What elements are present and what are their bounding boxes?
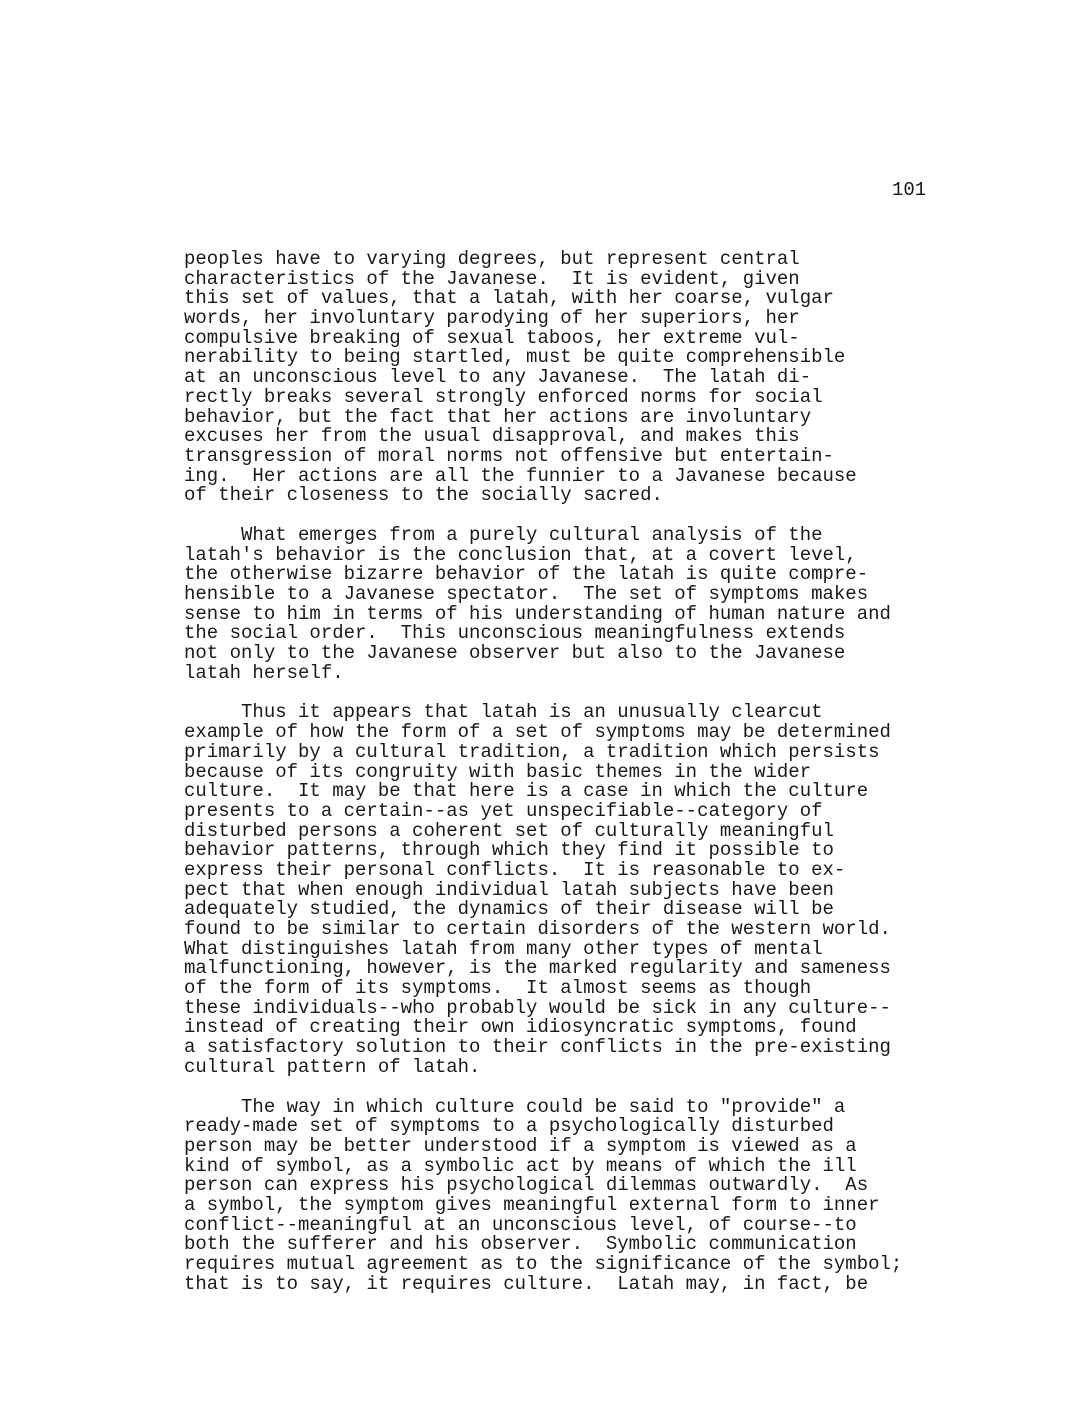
text-line: words, her involuntary parodying of her superiors, her: [184, 307, 800, 330]
text-line: person can express his psychological dilemmas outwardly. As: [184, 1174, 869, 1197]
text-line: adequately studied, the dynamics of their disease will be: [184, 898, 834, 921]
text-line: disturbed persons a coherent set of culturally meaningful: [184, 819, 834, 842]
text-line: behavior patterns, through which they find it possible to: [184, 839, 834, 862]
text-line: example of how the form of a set of symptoms may be determined: [184, 721, 891, 744]
text-line: characteristics of the Javanese. It is evident, given: [184, 267, 800, 290]
text-line: because of its congruity with basic themes in the wider: [184, 760, 812, 783]
text-line: The way in which culture could be said to "provide" a: [184, 1095, 846, 1118]
text-line: ing. Her actions are all the funnier to a Javanese because: [184, 464, 857, 487]
text-line: primarily by a cultural tradition, a tradition which persists: [184, 740, 880, 763]
text-line: presents to a certain--as yet unspecifiable--category of: [184, 799, 823, 822]
text-line: found to be similar to certain disorders of the western world.: [184, 918, 891, 940]
text-line: culture. It may be that here is a case in which the culture: [184, 780, 869, 803]
text-line: transgression of moral norms not offensive but entertain-: [184, 444, 834, 467]
paragraph-3: [184, 703, 902, 1077]
text-line: latah's behavior is the conclusion that, at a covert level,: [184, 543, 857, 566]
text-line: the otherwise bizarre behavior of the latah is quite compre-: [184, 563, 869, 586]
text-line: at an unconscious level to any Javanese. The latah di-: [184, 366, 812, 389]
text-line: that is to say, it requires culture. Latah may, in fact, be: [184, 1272, 869, 1295]
text-line: of their closeness to the socially sacred.: [184, 484, 663, 507]
paragraph-4: [184, 1095, 903, 1295]
text-line: a satisfactory solution to their conflicts in the pre-existing: [184, 1036, 891, 1059]
text-line: behavior, but the fact that her actions are involuntary: [184, 405, 812, 428]
text-line: cultural pattern of latah.: [184, 1055, 481, 1078]
text-line: nerability to being startled, must be quite comprehensible: [184, 346, 846, 369]
text-line: ready-made set of symptoms to a psychologically disturbed: [184, 1115, 834, 1138]
text-line: peoples have to varying degrees, but represent central: [184, 248, 800, 270]
body-text: [184, 250, 902, 1294]
text-line: pect that when enough individual latah subjects have been: [184, 878, 834, 901]
text-line: sense to him in terms of his understanding of human nature and: [184, 602, 891, 625]
text-line: What distinguishes latah from many other types of mental: [184, 937, 823, 960]
text-line: latah herself.: [184, 661, 344, 684]
text-line: a symbol, the symptom gives meaningful external form to inner: [184, 1193, 880, 1216]
text-line: kind of symbol, as a symbolic act by means of which the ill: [184, 1154, 857, 1177]
text-line: compulsive breaking of sexual taboos, her extreme vul-: [184, 326, 800, 349]
text-line: not only to the Javanese observer but also to the Javanese: [184, 642, 846, 665]
text-line: of the form of its symptoms. It almost seems as though: [184, 977, 812, 1000]
text-line: hensible to a Javanese spectator. The set of symptoms makes: [184, 583, 869, 605]
text-line: the social order. This unconscious meaningfulness extends: [184, 622, 846, 645]
text-line: requires mutual agreement as to the significance of the symbol;: [184, 1253, 903, 1275]
text-line: these individuals--who probably would be sick in any culture--: [184, 996, 891, 1019]
page-number: 101: [892, 179, 927, 201]
text-line: both the sufferer and his observer. Symbolic communication: [184, 1233, 857, 1256]
text-line: excuses her from the usual disapproval, and makes this: [184, 425, 800, 448]
text-line: express their personal conflicts. It is reasonable to ex-: [184, 858, 846, 881]
paragraph-1: [184, 250, 902, 506]
text-line: What emerges from a purely cultural analysis of the: [184, 523, 823, 546]
text-line: conflict--meaningful at an unconscious level, of course--to: [184, 1213, 857, 1236]
text-line: this set of values, that a latah, with her coarse, vulgar: [184, 287, 834, 310]
text-line: Thus it appears that latah is an unusually clearcut: [184, 701, 823, 724]
text-line: malfunctioning, however, is the marked regularity and sameness: [184, 957, 891, 980]
text-line: rectly breaks several strongly enforced norms for social: [184, 385, 823, 408]
text-line: person may be better understood if a symptom is viewed as a: [184, 1134, 857, 1157]
text-line: instead of creating their own idiosyncratic symptoms, found: [184, 1016, 857, 1039]
paragraph-2: [184, 523, 902, 684]
